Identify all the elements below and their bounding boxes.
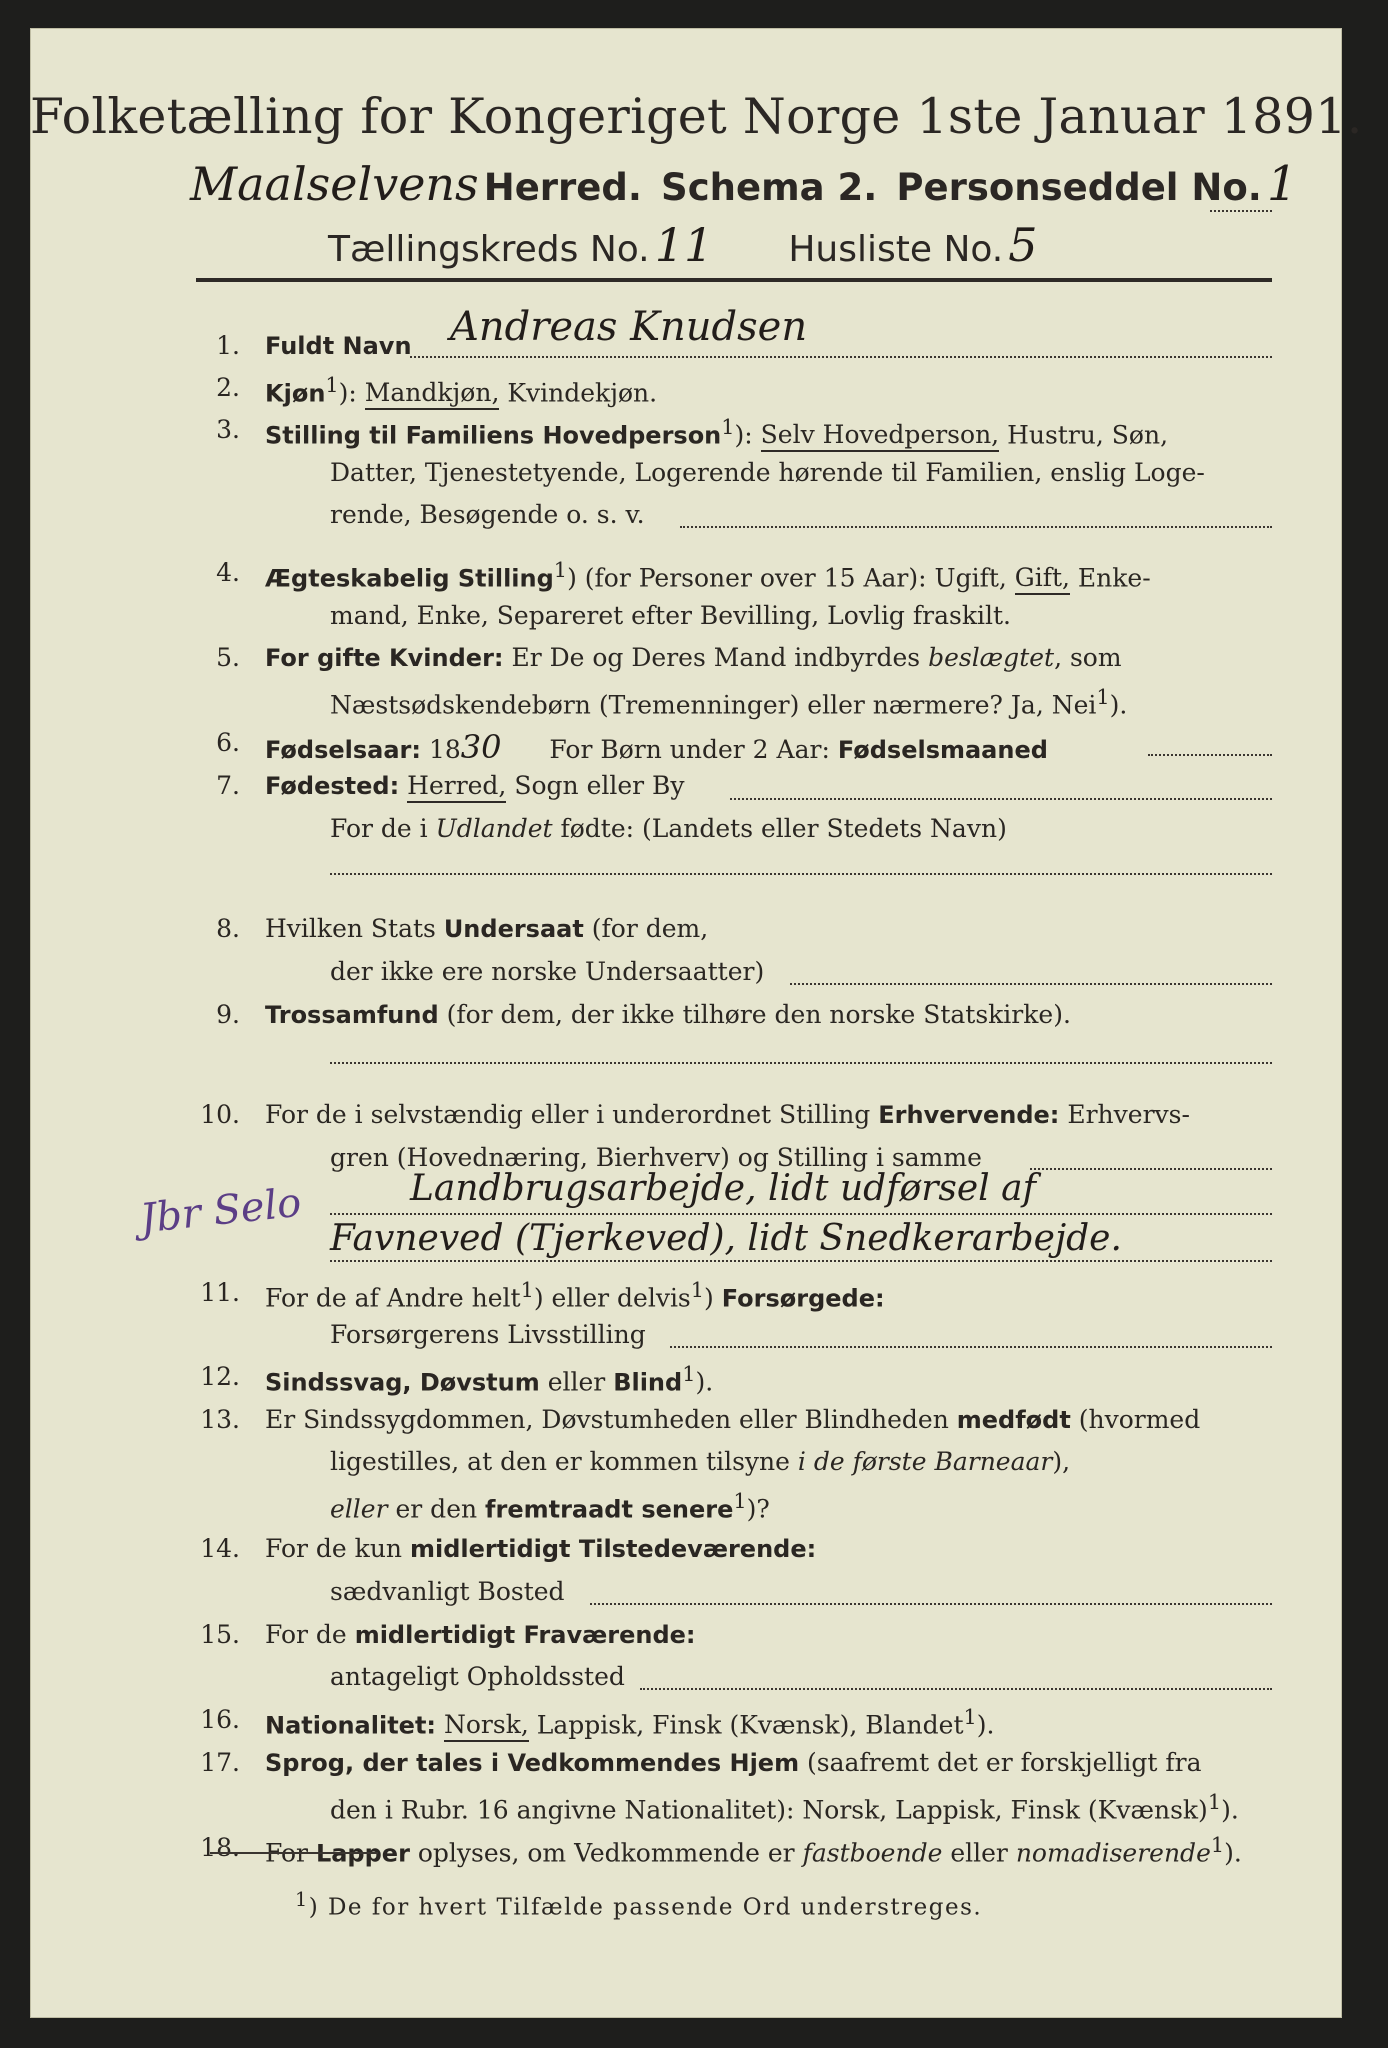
text: (for dem, der ikke tilhøre den norske Statskirke).	[438, 1000, 1071, 1029]
field-label: Erhvervende:	[878, 1101, 1060, 1129]
dotline	[680, 526, 1272, 528]
text: ):	[734, 420, 761, 450]
personseddel-label: Personseddel No.	[896, 166, 1262, 209]
text: beslægtet	[928, 643, 1055, 672]
field-label: Kjøn	[265, 379, 326, 408]
dotline	[670, 1346, 1272, 1348]
row-number: 13.	[200, 1405, 240, 1434]
row-number: 14.	[200, 1534, 240, 1563]
row-forsorgede	[265, 1278, 885, 1312]
text: gren (Hovednæring, Bierhverv) og Stilling i samme	[330, 1143, 982, 1172]
text: rende, Besøgende o. s. v.	[330, 500, 645, 529]
text: ):	[338, 378, 365, 408]
row-medfodt-line3	[330, 1489, 770, 1523]
text: ).	[1109, 690, 1128, 720]
row-number: 5.	[216, 643, 240, 672]
row-erhverv	[265, 1100, 1190, 1129]
row-number: 1.	[216, 331, 240, 360]
row-fodselsaar	[265, 728, 1048, 766]
field-label: Trossamfund	[265, 1001, 439, 1029]
selected-option: Gift,	[1015, 563, 1070, 595]
field-label: Forsørgede:	[721, 1284, 885, 1313]
text: )?	[746, 1494, 770, 1524]
text: ),	[1052, 1447, 1071, 1476]
occupation-value-line2: Favneved (Tjerkeved), lidt Snedkerarbejde.	[330, 1218, 1122, 1259]
text: (hvormed	[1070, 1405, 1201, 1434]
text: fødte: (Landets eller Stedets Navn)	[552, 814, 1007, 843]
field-label: Blind	[613, 1368, 683, 1397]
text: For de i selvstændig eller i underordnet Stilling	[265, 1100, 879, 1129]
text: )	[704, 1283, 722, 1313]
footnote-rule	[210, 1852, 378, 1854]
text: ligestilles, at den er kommen tilsyne	[330, 1447, 798, 1476]
row-tilstedevaerende	[265, 1534, 816, 1563]
row-number: 4.	[216, 558, 240, 587]
field-label: Sindssvag, Døvstum	[265, 1368, 540, 1397]
dotline	[590, 1603, 1272, 1605]
text: ).	[1221, 1795, 1239, 1825]
taellingskreds-label: Tællingskreds No.	[328, 229, 650, 270]
text: i de første Barneaar	[797, 1447, 1053, 1476]
text: Lappisk, Finsk (Kvænsk), Blandet	[528, 1710, 964, 1740]
text: Enke-	[1069, 563, 1151, 593]
row-number: 3.	[216, 415, 240, 444]
field-label: Nationalitet:	[265, 1711, 437, 1740]
footnote-mark: 1	[733, 1489, 747, 1513]
row-fodested	[265, 771, 685, 800]
text: fastboende	[802, 1838, 943, 1868]
row-number: 9.	[216, 1000, 240, 1029]
dotline	[330, 1260, 1272, 1262]
row-number: 15.	[200, 1620, 240, 1649]
row-gifte-kvinder-line2	[330, 685, 1127, 719]
dotline	[790, 983, 1272, 985]
field-label: fremtraadt senere	[485, 1495, 734, 1524]
text: 18	[421, 735, 461, 764]
text: Forsørgerens Livsstilling	[330, 1320, 646, 1349]
text: Kvindekjøn.	[499, 378, 658, 408]
text: den i Rubr. 16 angivne Nationalitet): Norsk, Lappisk, Finsk (Kvænsk)	[330, 1795, 1208, 1825]
husliste-number: 5	[1008, 218, 1038, 272]
row-gifte-kvinder	[265, 643, 1122, 672]
text: For de kun	[265, 1534, 410, 1563]
personseddel-dotline	[1210, 210, 1272, 212]
text: mand, Enke, Separeret efter Bevilling, Lovlig fraskilt.	[330, 601, 1011, 630]
field-label: midlertidigt Fraværende:	[354, 1621, 696, 1649]
herred-label: Herred.	[483, 166, 642, 209]
name-value: Andreas Knudsen	[450, 304, 808, 350]
selected-option: Mandkjøn,	[365, 378, 500, 410]
text: ) eller delvis	[533, 1283, 691, 1313]
footnote-mark: 1	[1207, 1790, 1222, 1814]
selected-option: Norsk,	[444, 1710, 529, 1742]
row-number: 12.	[200, 1362, 240, 1391]
footnote-mark: 1	[1210, 1833, 1225, 1857]
footnote-mark: 1	[690, 1278, 705, 1302]
text: ).	[976, 1710, 995, 1740]
text: ).	[695, 1367, 714, 1397]
birth-year-value: 30	[460, 728, 502, 766]
row-number: 16.	[200, 1705, 240, 1734]
field-label: Ægteskabelig Stilling	[265, 564, 554, 593]
footnote-mark: 1	[721, 415, 735, 439]
text: (for dem,	[583, 914, 709, 943]
footnote-text: ) De for hvert Tilfælde passende Ord understreges.	[308, 1894, 983, 1921]
dotline	[1030, 1168, 1272, 1170]
text: For de af Andre helt	[265, 1283, 521, 1313]
personseddel-number: 1	[1266, 156, 1298, 212]
text: eller	[330, 1494, 388, 1524]
text: Næstsødskendebørn (Tremenninger) eller nærmere? Ja, Nei	[330, 690, 1097, 720]
selected-option: Herred,	[407, 771, 506, 803]
row-number: 17.	[200, 1748, 240, 1777]
text: sædvanligt Bosted	[330, 1577, 565, 1606]
footnote-mark: 1	[553, 558, 568, 582]
name-dotline	[410, 356, 1272, 358]
row-lapper	[265, 1833, 1242, 1867]
row-fravaerende	[265, 1620, 696, 1649]
header-rule	[196, 278, 1272, 282]
text: For de i	[330, 814, 436, 843]
margin-annotation: Jbr Selo	[138, 1179, 304, 1243]
row-sindssvag	[265, 1362, 713, 1396]
field-label: For gifte Kvinder:	[265, 644, 504, 672]
field-label: Stilling til Familiens Hovedperson	[265, 421, 722, 450]
occupation-value-line1: Landbrugsarbejde, lidt udførsel af	[410, 1168, 1036, 1209]
row-aegteskab	[265, 558, 1151, 592]
selected-option: Selv Hovedperson,	[761, 420, 999, 452]
field-label: Fødselsmaaned	[837, 736, 1048, 764]
text: Er Sindssygdommen, Døvstumheden eller Blindheden	[265, 1405, 957, 1434]
taellingskreds-number: 11	[654, 218, 714, 272]
text: ) (for Personer over 15 Aar): Ugift,	[567, 563, 1015, 593]
row-sprog-line2	[330, 1790, 1239, 1824]
row-stilling	[265, 415, 1168, 449]
text: der ikke ere norske Undersaatter)	[330, 957, 765, 986]
dotline	[1148, 754, 1272, 756]
text: , som	[1054, 643, 1122, 672]
field-label: Fuldt Navn	[265, 332, 412, 360]
husliste-label: Husliste No.	[788, 229, 1004, 270]
text: Udlandet	[435, 814, 553, 843]
row-number: 2.	[216, 373, 240, 402]
footnote-mark: 1	[682, 1362, 696, 1386]
dotline	[330, 1062, 1272, 1064]
text: Er De og Deres Mand indbyrdes	[503, 643, 929, 672]
field-label: medfødt	[956, 1406, 1071, 1434]
row-sprog	[265, 1748, 1202, 1777]
dotline	[730, 798, 1272, 800]
field-label: Sprog, der tales i Vedkommendes Hjem	[265, 1749, 800, 1777]
taellingskreds-line	[328, 218, 1038, 272]
text: antageligt Opholdssted	[330, 1662, 625, 1691]
row-fodested-line2	[330, 814, 1007, 843]
field-label: Undersaat	[443, 915, 584, 943]
text: eller	[539, 1367, 614, 1397]
field-label: Lapper	[315, 1839, 410, 1868]
text: Hvilken Stats	[265, 914, 444, 943]
text: ).	[1224, 1838, 1242, 1868]
text: eller	[942, 1838, 1016, 1868]
census-form-sheet	[30, 28, 1363, 2018]
herred-line	[190, 156, 1297, 212]
field-label: Fødselsaar:	[265, 736, 421, 764]
row-number: 11.	[200, 1278, 240, 1307]
row-number: 7.	[216, 771, 240, 800]
text: oplyses, om Vedkommende er	[409, 1838, 803, 1868]
footnote-mark: 1	[295, 1888, 309, 1911]
dotline	[330, 1213, 1272, 1215]
text: nomadiserende	[1015, 1838, 1211, 1868]
herred-name-handwritten: Maalselvens	[190, 157, 479, 211]
row-undersaat	[265, 914, 708, 943]
row-number: 6.	[216, 728, 240, 757]
form-title: Folketælling for Kongeriget Norge 1ste Januar 1891.	[30, 88, 1363, 145]
row-fuldt-navn	[265, 331, 412, 360]
text: Erhvervs-	[1059, 1100, 1190, 1129]
row-nationalitet	[265, 1705, 994, 1739]
footnote-mark: 1	[520, 1278, 534, 1302]
text: er den	[387, 1494, 486, 1524]
text: Datter, Tjenestetyende, Logerende hørende til Familien, enslig Loge-	[330, 458, 1205, 487]
row-number: 18.	[200, 1833, 240, 1862]
row-number: 8.	[216, 914, 240, 943]
schema-label: Schema 2.	[661, 166, 878, 209]
field-label: Fødested:	[265, 772, 400, 800]
text: (saafremt det er forskjelligt fra	[799, 1748, 1202, 1777]
row-kjon	[265, 373, 657, 407]
footnote-mark: 1	[325, 373, 339, 397]
footnote	[295, 1888, 982, 1921]
text: For de	[265, 1620, 355, 1649]
dotline	[640, 1688, 1272, 1690]
field-label: midlertidigt Tilstedeværende:	[409, 1535, 817, 1563]
text: Hustru, Søn,	[999, 420, 1169, 450]
row-medfodt-line2	[330, 1447, 1070, 1476]
row-trossamfund	[265, 1000, 1071, 1029]
row-number: 10.	[200, 1100, 240, 1129]
dotline	[330, 873, 1272, 875]
footnote-mark: 1	[1096, 685, 1110, 709]
text: Sogn eller By	[506, 771, 685, 800]
text: For Børn under 2 Aar:	[541, 735, 838, 764]
text: For	[265, 1838, 316, 1868]
row-medfodt	[265, 1405, 1200, 1434]
footnote-mark: 1	[963, 1705, 977, 1729]
